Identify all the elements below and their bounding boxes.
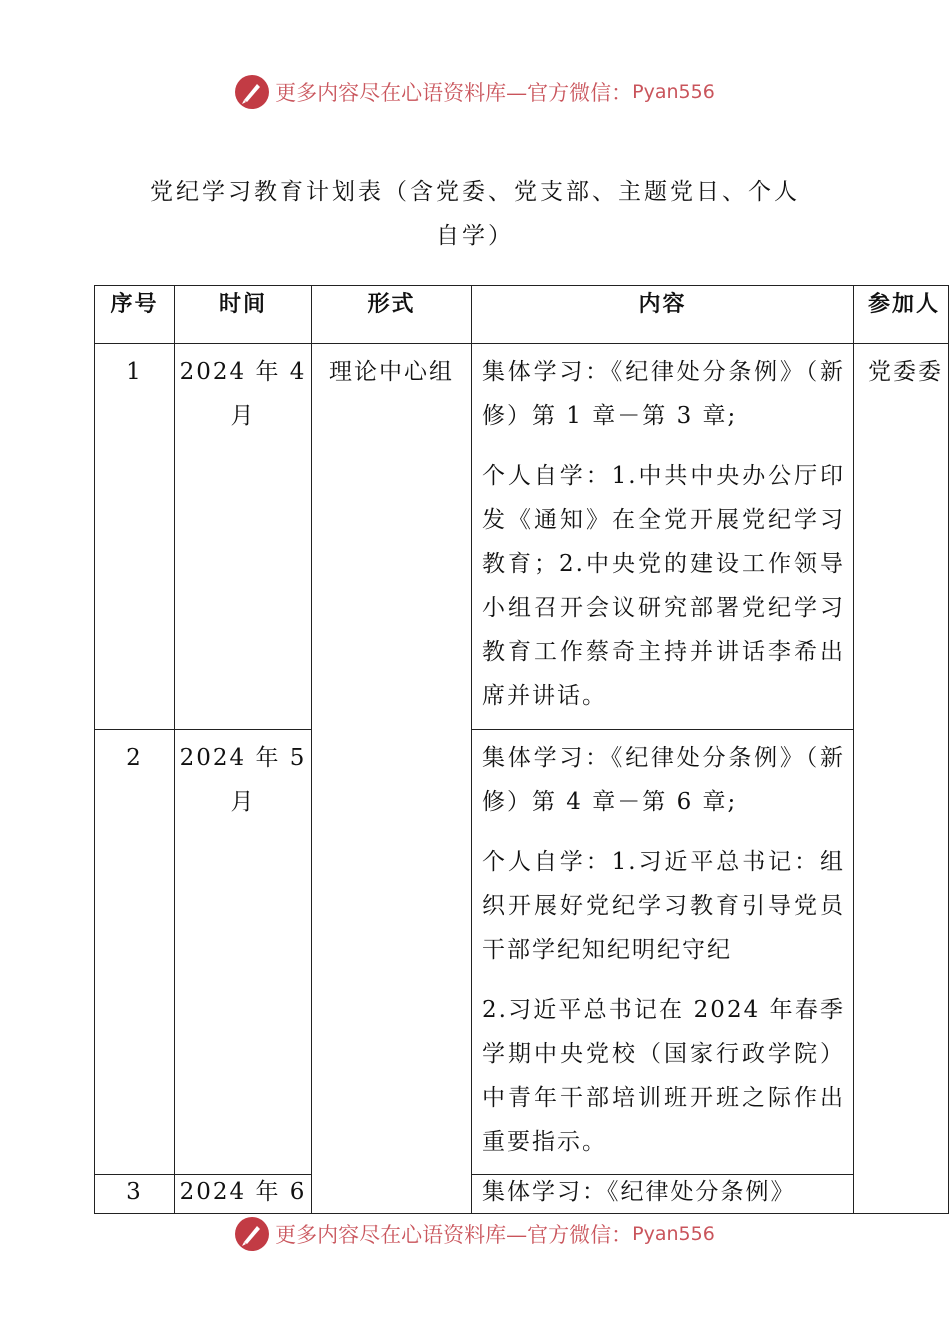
watermark-text: 更多内容尽在心语资料库—官方微信： [275, 81, 633, 105]
watermark-bottom [0, 1214, 950, 1254]
row-time: 2024 年 6 [175, 1175, 312, 1214]
table-row [95, 344, 949, 730]
content-paragraph: 集体学习：《纪律处分条例》（新修）第 1 章－第 3 章; [482, 359, 845, 429]
content-paragraph: 集体学习：《纪律处分条例》 [482, 1179, 796, 1205]
table-row [95, 730, 949, 1175]
title-line-1: 党纪学习教育计划表（含党委、党支部、主题党日、个人 [150, 179, 800, 205]
title-line-2: 自学） [436, 223, 514, 249]
content-paragraph: 集体学习：《纪律处分条例》（新修）第 4 章－第 6 章; [482, 745, 845, 815]
study-plan-table [94, 285, 949, 1214]
row-no: 2 [95, 730, 175, 1175]
header-form: 形式 [312, 286, 472, 344]
quill-pen-icon [235, 1217, 269, 1251]
content-paragraph: 2.习近平总书记在 2024 年春季学期中央党校（国家行政学院）中青年干部培训班开班之际作出重要指示。 [482, 997, 845, 1155]
watermark-text: 更多内容尽在心语资料库—官方微信： [275, 1223, 633, 1247]
watermark-top [0, 72, 950, 112]
document-title [130, 170, 820, 258]
row-no: 3 [95, 1175, 175, 1214]
row-time: 2024 年 4 月 [175, 344, 312, 730]
header-content: 内容 [472, 286, 854, 344]
content-paragraph: 个人自学：1.中共中央办公厅印发《通知》在全党开展党纪学习教育；2.中央党的建设工作领导小组召开会议研究部署党纪学习教育工作蔡奇主持并讲话李希出席并讲话。 [482, 463, 845, 709]
table-header-row [95, 286, 949, 344]
row-content [472, 730, 854, 1175]
row-participants: 党委委 [854, 344, 949, 1214]
quill-pen-icon [235, 75, 269, 109]
watermark-wechat-id: Pyan556 [632, 81, 715, 103]
table-row [95, 1175, 949, 1214]
watermark-wechat-id: Pyan556 [632, 1223, 715, 1245]
header-time: 时间 [175, 286, 312, 344]
row-form: 理论中心组 [312, 344, 472, 1214]
content-paragraph: 个人自学：1.习近平总书记：组织开展好党纪学习教育引导党员干部学纪知纪明纪守纪 [482, 849, 845, 963]
row-time: 2024 年 5 月 [175, 730, 312, 1175]
row-no: 1 [95, 344, 175, 730]
row-content [472, 344, 854, 730]
header-participants: 参加人 [854, 286, 949, 344]
header-no: 序号 [95, 286, 175, 344]
row-content [472, 1175, 854, 1214]
